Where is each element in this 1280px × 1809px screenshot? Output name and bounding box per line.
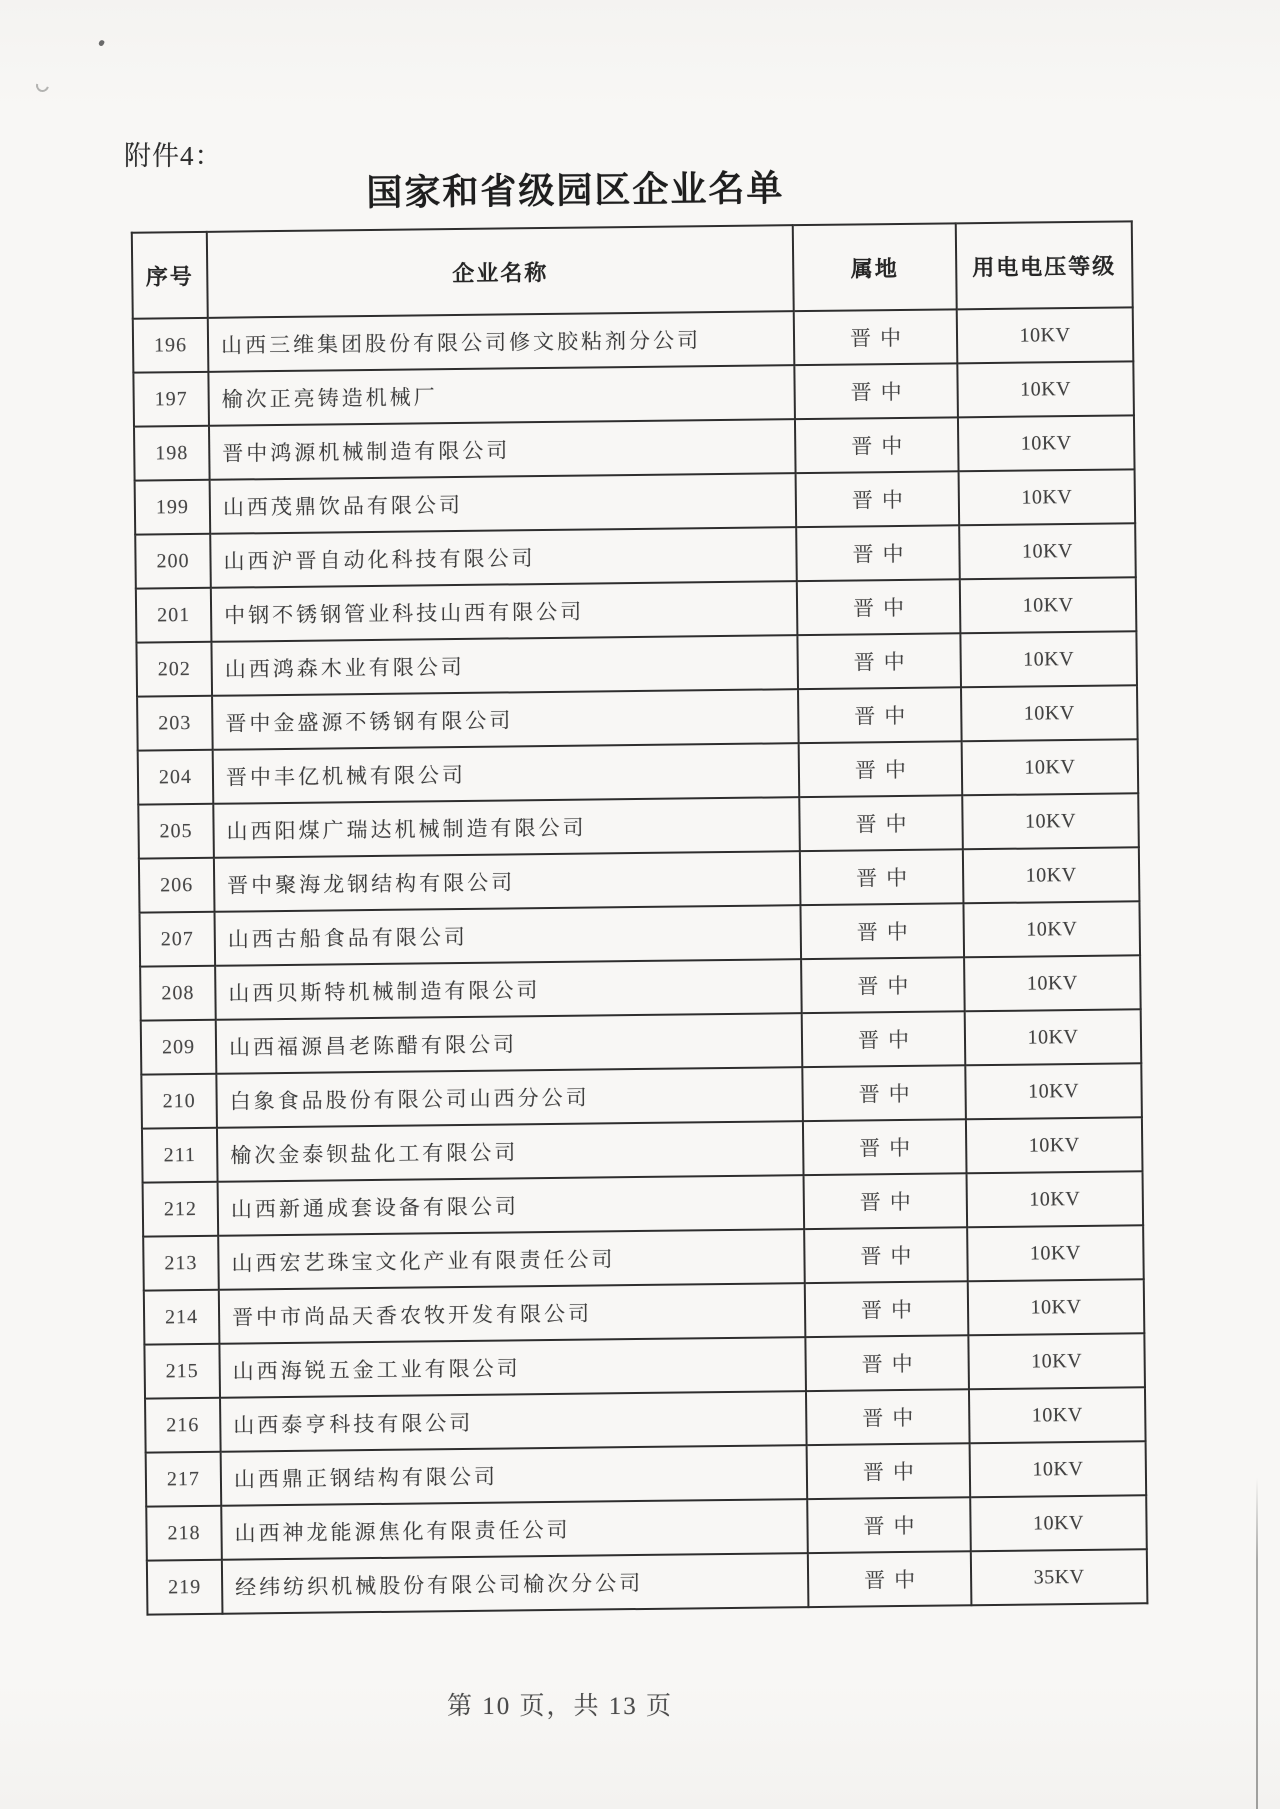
cell-region: 晋中 (800, 903, 964, 959)
cell-serial: 200 (135, 534, 211, 589)
cell-serial: 201 (136, 588, 212, 643)
cell-region: 晋中 (805, 1335, 969, 1391)
cell-voltage: 10KV (969, 1387, 1146, 1443)
cell-serial: 212 (143, 1182, 219, 1237)
cell-company-name: 山西福源昌老陈醋有限公司 (216, 1013, 803, 1074)
scan-speck (98, 39, 105, 47)
cell-region: 晋中 (804, 1227, 968, 1283)
cell-voltage: 10KV (958, 415, 1135, 471)
cell-company-name: 经纬纺织机械股份有限公司榆次分公司 (222, 1553, 809, 1614)
cell-company-name: 山西宏艺珠宝文化产业有限责任公司 (218, 1229, 805, 1290)
scan-edge-artifact (1256, 1478, 1258, 1809)
cell-voltage: 10KV (963, 847, 1140, 903)
cell-serial: 208 (140, 966, 216, 1021)
cell-company-name: 山西神龙能源焦化有限责任公司 (221, 1499, 808, 1560)
cell-voltage: 10KV (966, 1117, 1143, 1173)
cell-voltage: 10KV (957, 307, 1134, 363)
cell-company-name: 晋中丰亿机械有限公司 (213, 743, 800, 804)
cell-voltage: 10KV (960, 577, 1137, 633)
cell-serial: 207 (140, 912, 216, 967)
cell-voltage: 10KV (960, 631, 1137, 687)
cell-serial: 206 (139, 858, 215, 913)
cell-voltage: 10KV (965, 1063, 1142, 1119)
cell-company-name: 山西海锐五金工业有限公司 (219, 1337, 806, 1398)
cell-voltage: 10KV (968, 1333, 1145, 1389)
cell-region: 晋中 (804, 1173, 968, 1229)
cell-voltage: 10KV (965, 1009, 1142, 1065)
company-table-body (133, 307, 1148, 1614)
cell-serial: 199 (135, 480, 211, 535)
cell-company-name: 晋中金盛源不锈钢有限公司 (212, 689, 799, 750)
cell-serial: 204 (138, 750, 214, 805)
cell-region: 晋中 (794, 363, 958, 419)
cell-company-name: 晋中市尚品天香农牧开发有限公司 (219, 1283, 806, 1344)
cell-company-name: 白象食品股份有限公司山西分公司 (216, 1067, 803, 1128)
cell-company-name: 山西鼎正钢结构有限公司 (221, 1445, 808, 1506)
cell-voltage: 10KV (957, 361, 1134, 417)
cell-serial: 213 (143, 1236, 219, 1291)
cell-region: 晋中 (806, 1389, 970, 1445)
cell-serial: 214 (144, 1290, 220, 1345)
cell-serial: 217 (146, 1452, 222, 1507)
page-number: 第 10 页，共 13 页 (446, 1693, 673, 1720)
page-title: 国家和省级园区企业名单 (366, 168, 785, 214)
cell-voltage: 10KV (961, 685, 1138, 741)
cell-region: 晋中 (797, 579, 961, 635)
cell-region: 晋中 (802, 1011, 966, 1067)
cell-voltage: 10KV (968, 1279, 1145, 1335)
cell-company-name: 晋中鸿源机械制造有限公司 (209, 419, 796, 480)
cell-serial: 210 (141, 1074, 217, 1129)
cell-company-name: 榆次金泰钡盐化工有限公司 (217, 1121, 804, 1182)
cell-company-name: 山西泰亨科技有限公司 (220, 1391, 807, 1452)
scan-speck (34, 77, 52, 95)
table-row (147, 1549, 1148, 1614)
cell-company-name: 山西新通成套设备有限公司 (218, 1175, 805, 1236)
cell-voltage: 10KV (964, 955, 1141, 1011)
cell-region: 晋中 (807, 1497, 971, 1553)
cell-region: 晋中 (808, 1551, 972, 1607)
cell-serial: 218 (146, 1506, 222, 1561)
cell-serial: 198 (134, 426, 210, 481)
cell-company-name: 山西茂鼎饮品有限公司 (210, 473, 797, 534)
cell-region: 晋中 (799, 795, 963, 851)
column-header-company: 企业名称 (207, 225, 794, 318)
cell-serial: 211 (142, 1128, 218, 1183)
cell-serial: 219 (147, 1560, 223, 1615)
attachment-label: 附件4： (124, 141, 223, 171)
cell-company-name: 山西古船食品有限公司 (215, 905, 802, 966)
cell-voltage: 10KV (962, 793, 1139, 849)
cell-region: 晋中 (798, 687, 962, 743)
cell-voltage: 10KV (963, 901, 1140, 957)
cell-company-name: 山西鸿森木业有限公司 (211, 635, 798, 696)
cell-serial: 202 (136, 642, 212, 697)
cell-region: 晋中 (795, 417, 959, 473)
table-header-row (132, 221, 1133, 318)
cell-serial: 209 (141, 1020, 217, 1075)
cell-region: 晋中 (805, 1281, 969, 1337)
cell-voltage: 10KV (959, 523, 1136, 579)
cell-company-name: 山西沪晋自动化科技有限公司 (210, 527, 797, 588)
column-header-voltage: 用电电压等级 (956, 221, 1133, 309)
cell-voltage: 10KV (967, 1171, 1144, 1227)
cell-region: 晋中 (796, 525, 960, 581)
cell-company-name: 中钢不锈钢管业科技山西有限公司 (211, 581, 798, 642)
cell-company-name: 晋中聚海龙钢结构有限公司 (214, 851, 801, 912)
cell-region: 晋中 (803, 1119, 967, 1175)
cell-serial: 197 (133, 372, 209, 427)
cell-company-name: 山西阳煤广瑞达机械制造有限公司 (213, 797, 800, 858)
cell-serial: 196 (133, 318, 209, 373)
column-header-serial: 序号 (132, 232, 208, 319)
cell-region: 晋中 (800, 849, 964, 905)
cell-region: 晋中 (796, 471, 960, 527)
cell-company-name: 榆次正亮铸造机械厂 (208, 365, 795, 426)
cell-voltage: 10KV (962, 739, 1139, 795)
cell-region: 晋中 (799, 741, 963, 797)
cell-voltage: 35KV (971, 1549, 1148, 1605)
cell-voltage: 10KV (967, 1225, 1144, 1281)
cell-region: 晋中 (794, 309, 958, 365)
cell-region: 晋中 (797, 633, 961, 689)
cell-region: 晋中 (802, 1065, 966, 1121)
cell-serial: 215 (144, 1344, 220, 1399)
cell-company-name: 山西三维集团股份有限公司修文胶粘剂分公司 (208, 311, 795, 372)
cell-voltage: 10KV (970, 1495, 1147, 1551)
cell-voltage: 10KV (959, 469, 1136, 525)
cell-serial: 216 (145, 1398, 221, 1453)
cell-company-name: 山西贝斯特机械制造有限公司 (215, 959, 802, 1020)
cell-region: 晋中 (807, 1443, 971, 1499)
cell-serial: 203 (137, 696, 213, 751)
cell-serial: 205 (138, 804, 214, 859)
company-table (131, 220, 1149, 1615)
cell-voltage: 10KV (970, 1441, 1147, 1497)
column-header-region: 属地 (793, 223, 957, 311)
cell-region: 晋中 (801, 957, 965, 1013)
document-body (130, 162, 1146, 1615)
